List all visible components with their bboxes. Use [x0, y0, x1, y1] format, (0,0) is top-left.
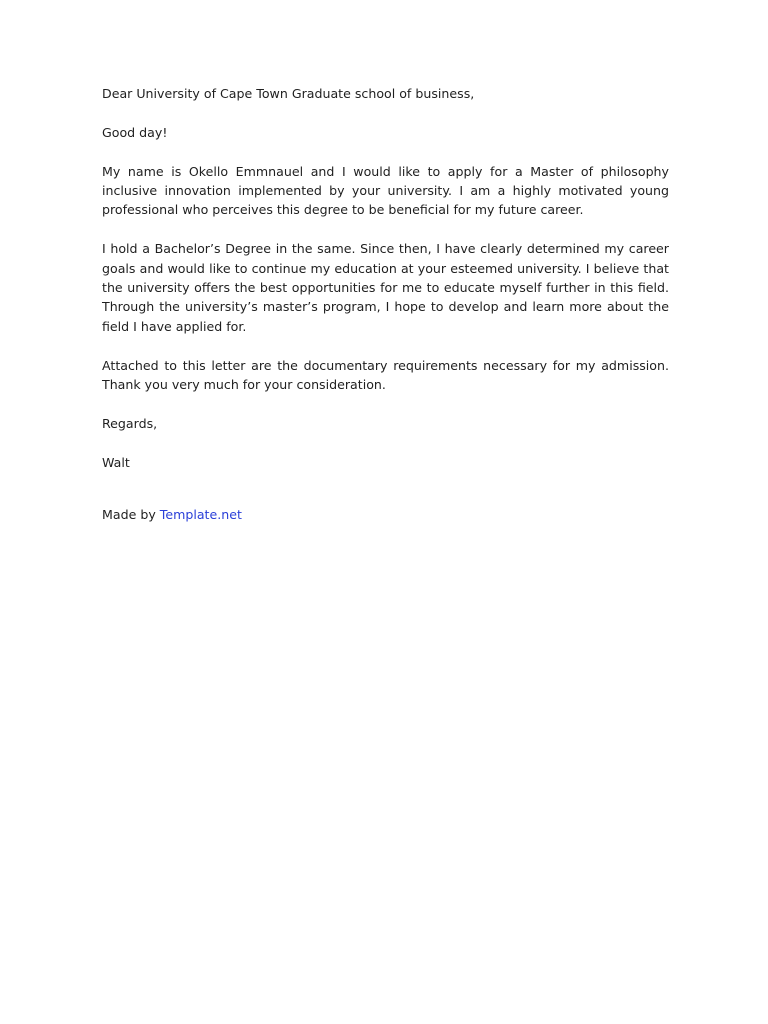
credit-prefix: Made by: [102, 507, 160, 523]
letter-body: [102, 84, 669, 524]
footer-credit: [102, 505, 669, 524]
paragraph-attachments: Attached to this letter are the documentary requirements necessary for my admission. Thank you very much for your consideration.: [102, 357, 669, 393]
closing: Regards,: [102, 415, 158, 431]
salutation: Dear University of Cape Town Graduate school of business,: [102, 86, 475, 101]
paragraph-background: I hold a Bachelor’s Degree in the same. Since then, I have clearly determined my career goals and would like to continue my education at your esteemed university. I believe that the university offers the best opportunities for me to educate myself further in this field. Through the university’s master’s program, I hope to develop and learn more about the field I have applied for.: [102, 241, 669, 334]
greeting: Good day!: [102, 124, 168, 140]
template-link[interactable]: Template.net: [159, 507, 242, 523]
signature: Walt: [102, 454, 130, 470]
paragraph-intro: My name is Okello Emmnauel and I would like to apply for a Master of philosophy inclusive innovation implemented by your university. I am a highly motivated young professional who perceives this degree to be beneficial for my future career.: [102, 163, 669, 218]
